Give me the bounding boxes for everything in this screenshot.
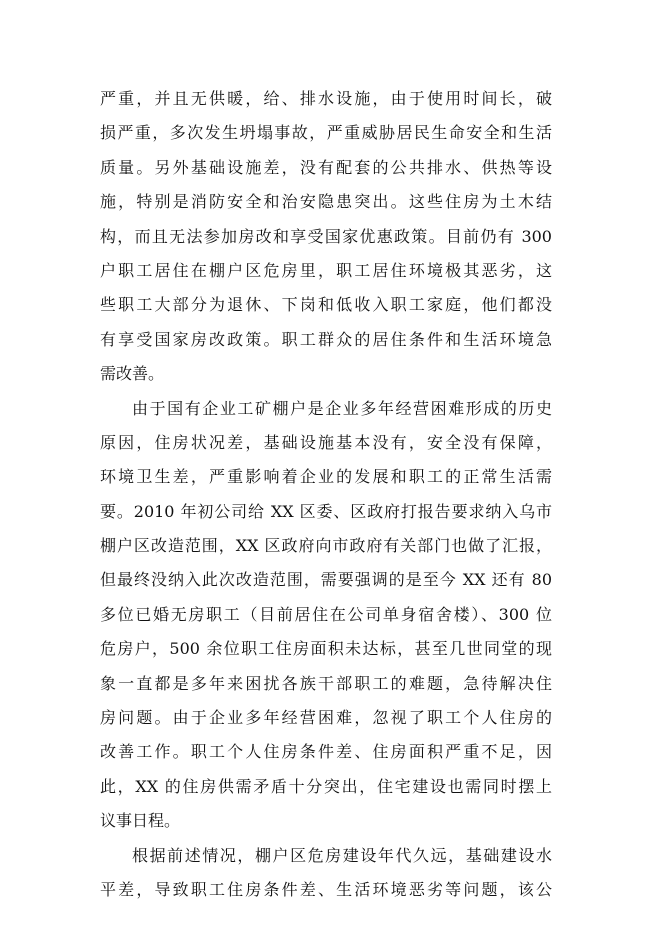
paragraph-2-line: 改善工作。职工个人住房条件差、住房面积严重不足，因: [100, 742, 552, 762]
paragraph-2-line: 危房户，500 余位职工住房面积未达标，甚至几世同堂的现: [100, 639, 552, 659]
paragraph-1-line: 严重，并且无供暖，给、排水设施，由于使用时间长，破: [100, 89, 552, 108]
paragraph-1-line: 有享受国家房改政策。职工群众的居住条件和生活环境急: [100, 329, 552, 349]
paragraph-2-line: 议事日程。: [100, 811, 181, 831]
paragraph-1-line: 损严重，多次发生坍塌事故，严重威胁居民生命安全和生活: [100, 123, 552, 143]
paragraph-2-line: 要。2010 年初公司给 XX 区委、区政府打报告要求纳入乌市: [100, 501, 552, 521]
paragraph-2-line: 此，XX 的住房供需矛盾十分突出，住宅建设也需同时摆上: [100, 776, 552, 796]
paragraph-1-line: 构，而且无法参加房改和享受国家优惠政策。目前仍有 300: [100, 226, 552, 246]
paragraph-1-line: 户职工居住在棚户区危房里，职工居住环境极其恶劣，这: [100, 260, 552, 280]
paragraph-1-line: 些职工大部分为退休、下岗和低收入职工家庭，他们都没: [100, 295, 552, 315]
paragraph-2-line: 象一直都是多年来困扰各族干部职工的难题，急待解决住: [100, 673, 552, 693]
paragraph-2-line: 原因，住房状况差，基础设施基本没有，安全没有保障，: [100, 432, 552, 452]
paragraph-2-first-line: 由于国有企业工矿棚户是企业多年经营困难形成的历史: [132, 398, 552, 418]
paragraph-2-line: 棚户区改造范围，XX 区政府向市政府有关部门也做了汇报，: [100, 536, 552, 556]
paragraph-2-line: 但最终没纳入此次改造范围，需要强调的是至今 XX 还有 80: [100, 570, 552, 590]
paragraph-1-line: 施，特别是消防安全和治安隐患突出。这些住房为土木结: [100, 192, 552, 212]
paragraph-3-line: 平差，导致职工住房条件差、生活环境恶劣等问题，该公: [100, 879, 552, 899]
paragraph-2-line: 房问题。由于企业多年经营困难，忽视了职工个人住房的: [100, 708, 552, 728]
paragraph-2-line: 环境卫生差，严重影响着企业的发展和职工的正常生活需: [100, 467, 552, 487]
paragraph-1-line: 需改善。: [100, 364, 165, 384]
paragraph-1-line: 质量。另外基础设施差，没有配套的公共排水、供热等设: [100, 157, 552, 177]
body-text: [100, 82, 552, 907]
paragraph-2-line: 多位已婚无房职工（目前居住在公司单身宿舍楼）、300 位: [100, 604, 552, 624]
paragraph-3-first-line: 根据前述情况，棚户区危房建设年代久远，基础建设水: [132, 845, 552, 865]
